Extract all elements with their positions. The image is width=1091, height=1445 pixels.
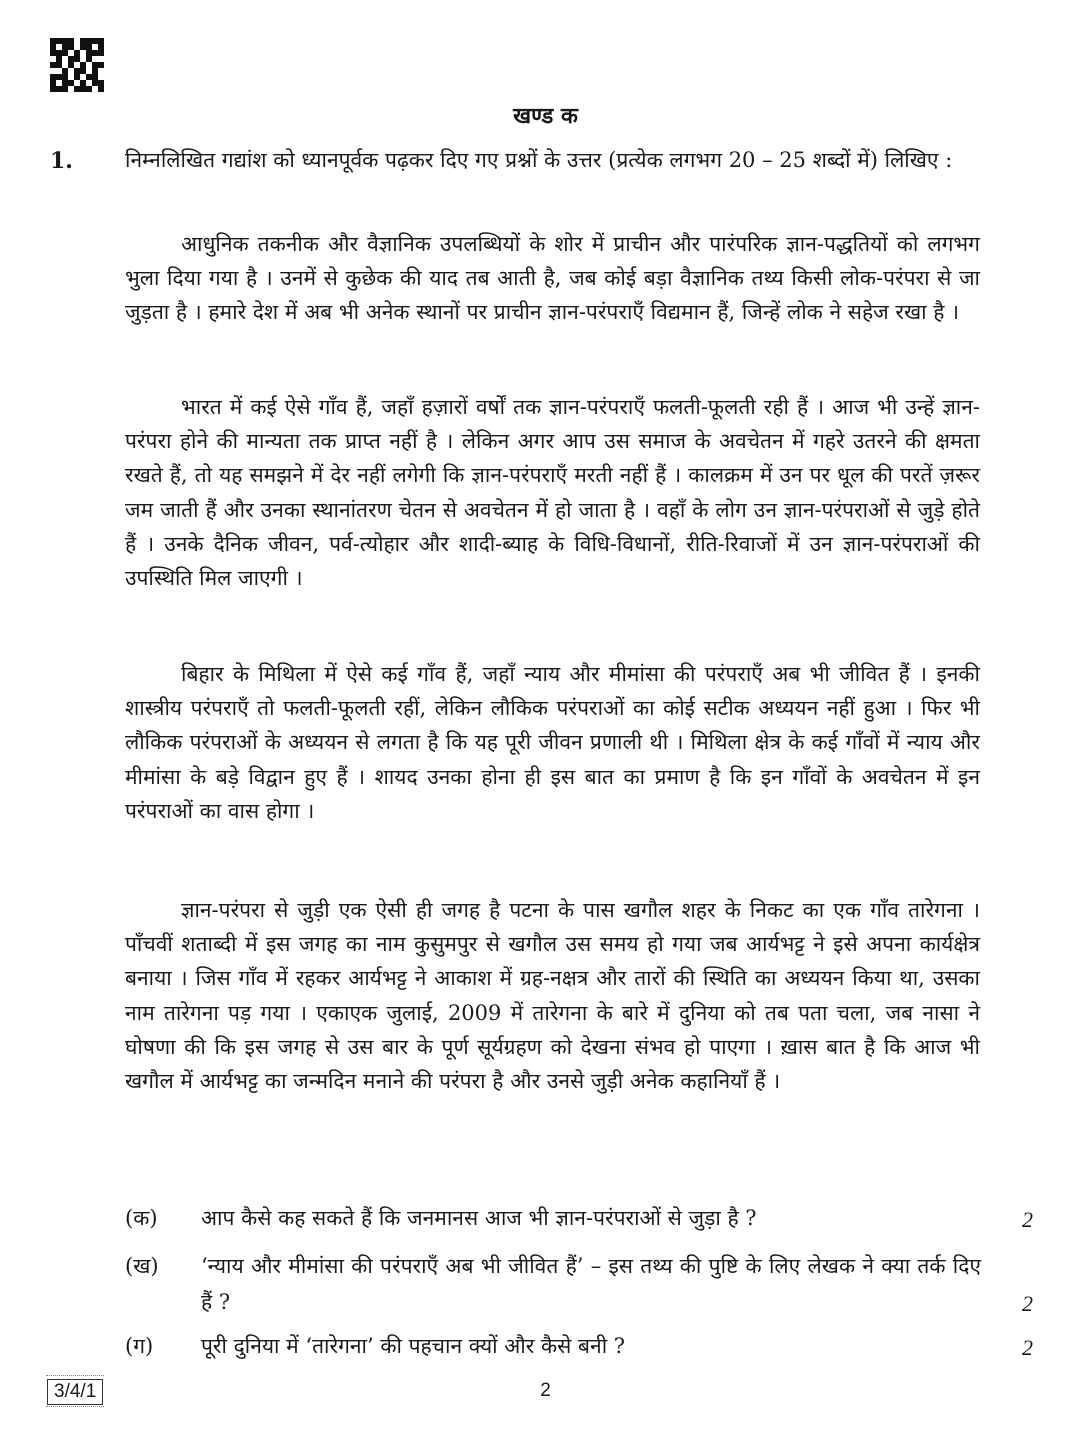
sub-question-label: (क) xyxy=(125,1206,158,1230)
passage-text: बिहार के मिथिला में ऐसे कई गाँव हैं, जहाँ न्याय और मीमांसा की परंपराएँ अब भी जीवित हैं । इनकी शास्त्रीय परंपराएँ तो फलती-फूलती रहीं, लेकिन लौकिक परंपराओं का कोई सटीक अध्ययन नहीं हुआ । फिर भी लौकिक परंपराओं के अध्ययन से लगता है कि यह पूरी जीवन प्रणाली थी । मिथिला क्षेत्र के कई गाँवों में न्याय और मीमांसा के बड़े विद्वान हुए हैं । शायद उनका होना ही इस बात का प्रमाण है कि इन गाँवों के अवचेतन में इन परंपराओं का वास होगा । xyxy=(125,662,980,823)
page-number: 2 xyxy=(540,1380,551,1401)
paper-code: 3/4/1 xyxy=(47,1379,103,1405)
sub-question-text: पूरी दुनिया में ‘तारेगना’ की पहचान क्यों और कैसे बनी ? xyxy=(201,1334,626,1358)
qr-code-icon xyxy=(50,38,104,92)
passage-paragraph-1 xyxy=(125,227,980,330)
passage-text: ज्ञान-परंपरा से जुड़ी एक ऐसी ही जगह है पटना के पास खगौल शहर के निकट का एक गाँव तारेगना । पाँचवीं शताब्दी में इस जगह का नाम कुसुमपुर से खगौल उस समय हो गया जब आर्यभट्ट ने इसे अपना कार्यक्षेत्र बनाया । जिस गाँव में रहकर आर्यभट्ट ने आकाश में ग्रह-नक्षत्र और तारों की स्थिति का अध्ययन किया था, उसका नाम तारेगना पड़ गया । एकाएक जुलाई, 2009 में तारेगना के बारे में दुनिया को तब पता चला, जब नासा ने घोषणा की कि इस जगह से उस बार के पूर्ण सूर्यग्रहण को देखना संभव हो पाएगा । ख़ास बात है कि आज भी खगौल में आर्यभट्ट का जन्मदिन मनाने की परंपरा है और उनसे जुड़ी अनेक कहानियाँ हैं । xyxy=(125,898,980,1094)
passage-paragraph-2 xyxy=(125,390,980,595)
sub-question-label: (ख) xyxy=(125,1254,159,1278)
sub-question-label: (ग) xyxy=(125,1334,154,1358)
sub-question-text: आप कैसे कह सकते हैं कि जनमानस आज भी ज्ञान-परंपराओं से जुड़ा है ? xyxy=(201,1206,757,1230)
sub-question-marks: 2 xyxy=(1022,1207,1033,1232)
passage-paragraph-3 xyxy=(125,657,980,828)
sub-question-text: ‘न्याय और मीमांसा की परंपराएँ अब भी जीवित हैं’ – इस तथ्य की पुष्टि के लिए लेखक ने क्या तर्क दिए हैं ? xyxy=(201,1254,981,1314)
passage-paragraph-4 xyxy=(125,893,980,1098)
section-title: खण्ड क xyxy=(513,103,578,129)
question-number: 1. xyxy=(50,148,73,174)
sub-question-marks: 2 xyxy=(1022,1335,1033,1360)
sub-question-marks: 2 xyxy=(1022,1291,1033,1316)
passage-text: भारत में कई ऐसे गाँव हैं, जहाँ हज़ारों वर्षों तक ज्ञान-परंपराएँ फलती-फूलती रही हैं । आज भी उन्हें ज्ञान-परंपरा होने की मान्यता तक प्राप्त नहीं है । लेकिन अगर आप उस समाज के अवचेतन में गहरे उतरने की क्षमता रखते हैं, तो यह समझने में देर नहीं लगेगी कि ज्ञान-परंपराएँ मरती नहीं हैं । कालक्रम में उन पर धूल की परतें ज़रूर जम जाती हैं और उनका स्थानांतरण चेतन से अवचेतन में हो जाता है । वहाँ के लोग उन ज्ञान-परंपराओं से जुड़े होते हैं । उनके दैनिक जीवन, पर्व-त्योहार और शादी-ब्याह के विधि-विधानों, रीति-रिवाजों में उन ज्ञान-परंपराओं की उपस्थिति मिल जाएगी । xyxy=(125,395,980,591)
passage-text: आधुनिक तकनीक और वैज्ञानिक उपलब्धियों के शोर में प्राचीन और पारंपरिक ज्ञान-पद्धतियों को लगभग भुला दिया गया है । उनमें से कुछेक की याद तब आती है, जब कोई बड़ा वैज्ञानिक तथ्य किसी लोक-परंपरा से जा जुड़ता है । हमारे देश में अब भी अनेक स्थानों पर प्राचीन ज्ञान-परंपराएँ विद्यमान हैं, जिन्हें लोक ने सहेज रखा है । xyxy=(125,232,980,325)
question-instruction: निम्नलिखित गद्यांश को ध्यानपूर्वक पढ़कर दिए गए प्रश्नों के उत्तर (प्रत्येक लगभग 20 – 25 शब्दों में) लिखिए : xyxy=(125,148,953,172)
